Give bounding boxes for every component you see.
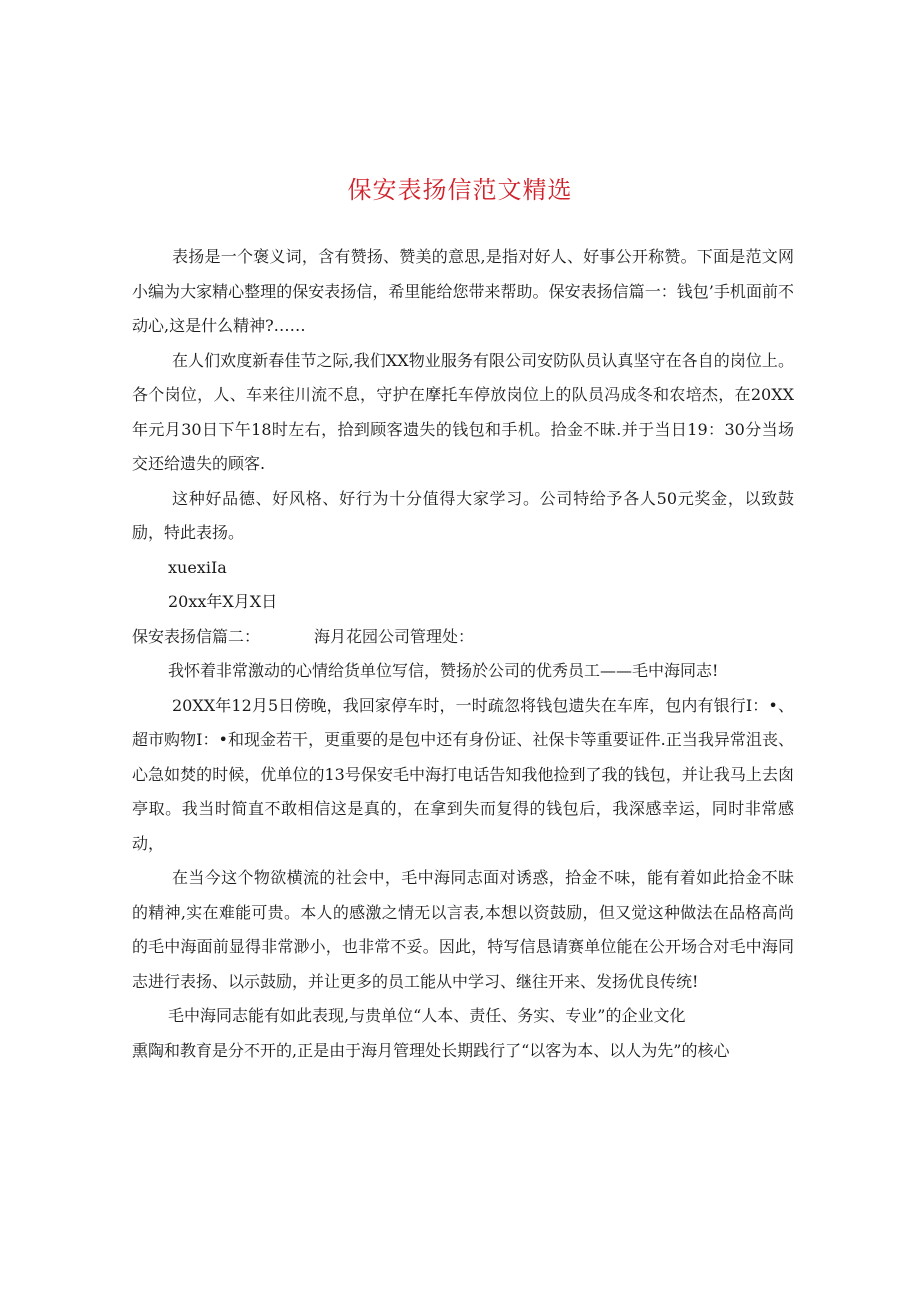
letter2-recipient: 海月花园公司管理处：	[314, 626, 475, 646]
letter2-paragraph-3: 在当今这个物欲横流的社会中，毛中海同志面对诱惑，拾金不味，能有着如此拾金不昧的精神,实在难能可贵。本人的感激之情无以言表,本想以资鼓励，但又觉这种做法在品格高尚的毛中海面前显得非常渺小，也非常不妥。因此，特写信恳请赛单位能在公开场合对毛中海同志进行表扬、以示鼓励，并让更多的员工能从中学习、继往开来、发扬优良传统!	[132, 868, 794, 991]
letter1-date: 20xx年X月X日	[168, 592, 278, 611]
letter1-paragraph-2: 这种好品德、好风格、好行为十分值得大家学习。公司特给予各人50元奖金，以致鼓励，特此表扬。	[132, 488, 794, 542]
letter2-paragraph-2: 20XX年12月5日傍晚，我回家停车时，一时疏忽将钱包遗失在车库，包内有银行I：•、超市购物I：•和现金若干，更重要的是包中还有身份证、社保卡等重要证件.正当我异常沮丧、心急如焚的时候，优单位的13号保安毛中海打电话告知我他捡到了我的钱包，并让我马上去囱亭取。我当时简直不敢相信这是真的，在拿到失而复得的钱包后，我深感幸运，同时非常感动，	[132, 695, 794, 853]
document-body	[132, 240, 794, 1068]
letter2-paragraph-4-line-2: 熏陶和教育是分不开的,正是由于海月管理处长期践行了“以客为本、以人为先”的核心	[132, 1040, 730, 1060]
letter2-heading-line	[132, 620, 794, 655]
letter2-paragraph-1: 我怀着非常激动的心情给货单位写信，赞扬於公司的优秀员工——毛中海同志!	[168, 661, 719, 680]
letter2-paragraph-4-line-1: 毛中海同志能有如此表现,与贵单位“人本、责任、务实、专业”的企业文化	[168, 1006, 686, 1025]
letter2-heading: 保安表扬信篇二：	[132, 626, 261, 646]
intro-paragraph: 表扬是一个褒义词，含有赞扬、赞美的意思,是指对好人、好事公开称赞。下面是范文网小编为大家精心整理的保安表扬信，希里能给您带来帮助。保安表扬信篇一：钱包’手机面前不动心,这是什么精神?……	[132, 247, 794, 335]
letter1-paragraph-1: 在人们欢度新春佳节之际,我们XX物业服务有限公司安防队员认真坚守在各自的岗位上。各个岗位，人、车来往川流不息，守护在摩托车停放岗位上的队员冯成冬和农培杰，在20XX年元月30日下午18时左右，拾到顾客遗失的钱包和手机。拾金不昧.并于当日19：30分当场交还给遗失的顾客.	[132, 350, 794, 473]
page-title: 保安表扬信范文精选	[347, 176, 573, 204]
letter1-signature: xuexiIa	[168, 557, 227, 577]
